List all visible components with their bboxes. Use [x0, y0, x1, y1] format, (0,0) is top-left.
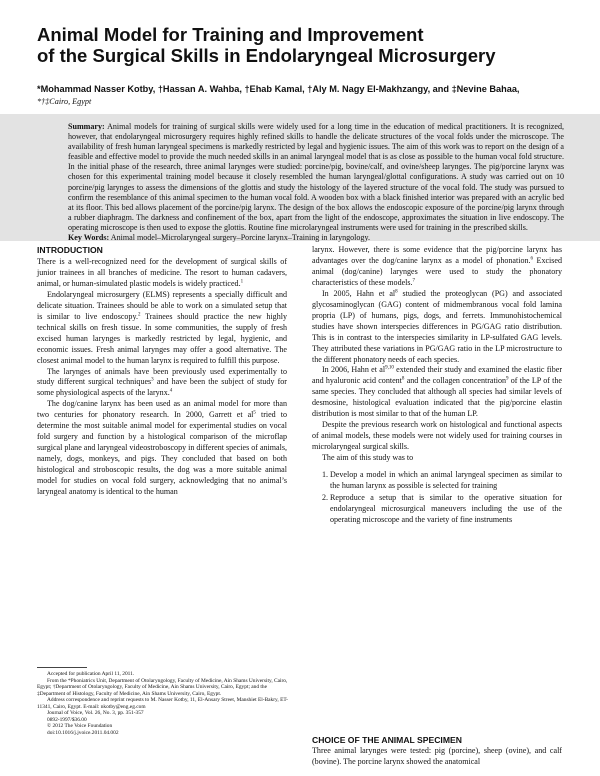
citation: 2 — [137, 312, 141, 318]
aims-list-item: 2. Reproduce a setup that is similar to the operative situation for endolaryngeal microsurgical maneuvers including the use of the operating microscope and the variety of fine instruments — [330, 493, 562, 526]
right-paragraph-4: Despite the previous research work on histological and functional aspects of animal models, these models were not widely used for training courses in microlaryngeal surgical skills. — [312, 420, 562, 452]
title-line-2: of the Surgical Skills in Endolaryngeal Microsurgery — [37, 45, 496, 66]
footnote-accepted: Accepted for publication April 11, 2011. — [47, 671, 135, 677]
introduction-heading: INTRODUCTION — [37, 245, 103, 255]
left-column — [37, 257, 287, 498]
footnote-doi: doi:10.1016/j.jvoice.2011.04.002 — [47, 729, 119, 736]
citation: 4 — [169, 388, 173, 394]
right-paragraph-1: larynx. However, there is some evidence that the pig/porcine larynx has advantages over the dog/canine larynx as a model of phonation.$^6$ Excised animal (dog/canine) larynges were used to study the phonatory characteristics of these models.$^7$ — [312, 245, 563, 287]
citation: 7 — [412, 278, 416, 284]
keywords-text: Animal model–Microlaryngeal surgery–Porcine larynx–Training in laryngology. — [110, 233, 370, 243]
footnote — [37, 671, 289, 736]
right-paragraph-5: The aim of this study was to — [322, 453, 414, 463]
citation: 1 — [240, 279, 244, 285]
author-list: *Mohammad Nasser Kotby, †Hassan A. Wahba, †Ehab Kamal, †Aly M. Nagy El-Makhzangy, and ‡Nevine Bahaa, — [37, 84, 520, 94]
citation: 8 — [401, 376, 405, 382]
aims-list — [312, 470, 562, 526]
abstract-body: Animal models for training of surgical skills were widely used for a long time in the education of medical practitioners. It is recognized, however, that endolaryngeal microsurgery requires highly refined skills to handle the delicate structures of the vocal folds under the microscope. The availability of fresh human laryngeal specimens is markedly restricted by legal and hygienic issues. The aim of this work was to report on the design of a feasible and effective model to provide the much needed skills in an animal laryngeal model that is as close as possible to the human vocal fold structure. In the initial phase of the research, three animal larynges were studied: porcine/pig, bovine/calf, and ovine/sheep larynges. The pig/porcine larynx was chosen for this experimental training model because it closely resembled the human laryngeal/glottal configurations. A study was carried out on 10 porcine/pig larynges to assess the dimensions of the glottis and study the histology of the layered structure of the vocal fold. The study was pursued to confirm the resemblance of this animal specimen to the human vocal fold. A wooden box with a black finished interior was prepared with an acrylic bed at its floor. This bed allows placement of the porcine/pig larynx. The design of the box allows the endoscopic exposure of the porcine/pig larynx through a rubber diaphragm. The darkness and confinement of the box, apart from the light of the endoscope, approximates the situation in live endoscopy. The operating microscope is then used to expose the glottis. Routine fine microlaryngeal instruments were used for training in the prescribed skills. — [68, 122, 564, 232]
citation: 9,10 — [385, 365, 394, 371]
footnote-address: Address correspondence and reprint requests to M. Nasser Kotby, 11, El-Ansary Street, Manshiet El-Bakry, ET-11341, Cairo, Egypt. E-mail: nkotby@eng.eg.com — [37, 697, 288, 710]
citation: 5 — [253, 410, 256, 416]
citation: 6 — [530, 256, 534, 262]
footnote-from: From the *Phoniatrics Unit, Department of Otolaryngology, Faculty of Medicine, Ain Shams University, Cairo, Egypt; †Department of Otolaryngology, Faculty of Medicine, Ain Shams University, Cairo, Egypt; and the ‡Department of Histology, Faculty of Medicine, Ain Shams University, Cairo, Egypt. — [37, 677, 288, 697]
abstract-label: Summary: — [68, 122, 105, 131]
right-column — [312, 245, 562, 527]
citation: 8 — [395, 289, 398, 295]
choice-heading: CHOICE OF THE ANIMAL SPECIMEN — [312, 735, 462, 745]
footnote-copyright: © 2012 The Voice Foundation — [47, 723, 113, 729]
abstract-box — [0, 114, 600, 241]
aims-list-item: 1. Develop a model in which an animal laryngeal specimen as similar to the human larynx as possible is selected for training — [330, 470, 562, 492]
citation: 3 — [151, 377, 154, 383]
citation: 9 — [506, 376, 509, 382]
footnote-issn: 0892-1997/$36.00 — [47, 716, 87, 723]
abstract-text — [68, 122, 564, 243]
paper-title — [37, 24, 577, 66]
right-paragraph-2: In 2005, Hahn et $al^8$ studied the proteoglycan (PG) and associated glycosaminoglycan (GAG) content of midmembranous vocal fold lamina propria (LP) of humans, pigs, dogs, and ferrets. Immunohistochemical studies have shown interspecies differences in PG/GAG ratio distribution. This is in contrast to the interspecies similarity in LP-sulfated GAG levels. They attributed these variations in PG/GAG ratio in the LP microstructure to the different phonatory needs of each species. — [312, 288, 563, 364]
intro-paragraph-1: There is a well-recognized need for the development of surgical skills of junior trainees in all branches of medicine. The resort to human cadavers, animal, or human-simulated plastic models is widely practiced.$^1$ — [37, 257, 287, 288]
keywords-label: Key Words: — [68, 233, 110, 243]
footnote-journal: Journal of Voice, Vol. 26, No. 3, pp. 351-357 — [47, 710, 144, 716]
intro-paragraph-2: Endolaryngeal microsurgery (ELMS) represents a specially difficult and delicate situation. Trainees should be able to work on a simulated setup that is similar to live endoscopy.$^2$ Trainees should practice the new highly technical skills on fresh tissue. In some communities, the supply of fresh excised human larynges is markedly restricted by legal, hygienic, and economic issues. Fresh animal larynges may offer a good alternative. The closest animal model to the human larynx is required to fulfill this purpose. — [37, 289, 287, 365]
right-paragraph-3: In 2006, Hahn et al$^{9,10}$ extended their study and examined the elastic fiber and hyaluronic acid content$^8$ and the collagen concentration$^9$ of the LP of the same species. They concluded that although all species had similar levels of desmosine, histological evaluation indicated that the pig/porcine elastin distribution is most similar to that of the human LP. — [312, 365, 563, 419]
choice-paragraph: Three animal larynges were tested: pig (porcine), sheep (ovine), and calf (bovine). The porcine larynx showed the anatomical — [312, 746, 562, 766]
footnote-divider — [37, 667, 87, 668]
title-line-1: Animal Model for Training and Improvement — [37, 24, 424, 45]
intro-paragraph-3: The larynges of animals have been previously used experimentally to study different surgical techniques$^3$ and have been the subject of study for some physiological aspects of the larynx.$^4$ — [37, 366, 287, 398]
intro-paragraph-4: The dog/canine larynx has been used as an animal model for more than two centuries for phonatory research. In 2000, Garrett et $al^5$ tried to determine the most suitable animal model for experimental studies on vocal fold surgery and function by a histological comparison of the microflap surgical plane and laryngeal videostroboscopy in different species of animals, namely, dogs, monkeys, and pigs. They concluded that based on both histological and stroboscopic results, the dog was a more suitable animal model for studies on vocal fold surgery, acknowledging that no animal’s laryngeal anatomy is identical to the human — [37, 399, 287, 497]
right-column-bottom — [312, 746, 562, 768]
affiliation: *†‡Cairo, Egypt — [37, 97, 92, 106]
